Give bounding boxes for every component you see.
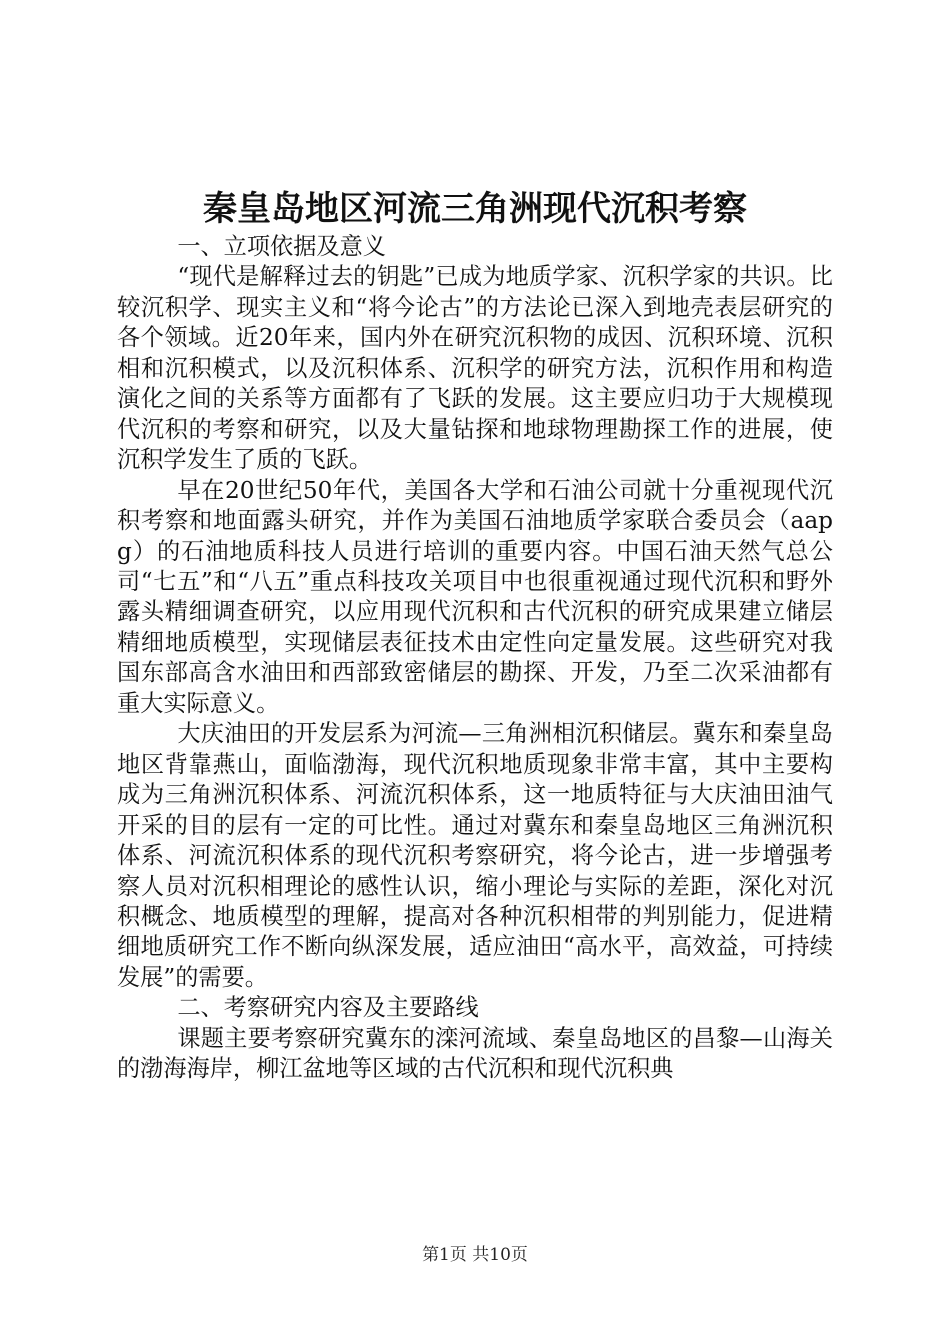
paragraph-4: 课题主要考察研究冀东的滦河流域、秦皇岛地区的昌黎—山海关的渤海海岸，柳江盆地等区域的古代沉积和现代沉积典 — [117, 1024, 833, 1083]
document-title: 秦皇岛地区河流三角洲现代沉积考察 — [203, 189, 747, 229]
paragraph-1: “现代是解释过去的钥匙”已成为地质学家、沉积学家的共识。比较沉积学、现实主义和“将今论古”的方法论已深入到地壳表层研究的各个领域。近20年来，国内外在研究沉积物的成因、沉积环境、沉积相和沉积模式，以及沉积体系、沉积学的研究方法，沉积作用和构造演化之间的关系等方面都有了飞跃的发展。这主要应归功于大规模现代沉积的考察和研究，以及大量钻探和地球物理勘探工作的进展，使沉积学发生了质的飞跃。 — [117, 263, 833, 474]
paragraph-2: 早在20世纪50年代，美国各大学和石油公司就十分重视现代沉积考察和地面露头研究，并作为美国石油地质学家联合委员会（aapg）的石油地质科技人员进行培训的重要内容。中国石油天然气总公司“七五”和“八五”重点科技攻关项目中也很重视通过现代沉积和野外露头精细调查研究，以应用现代沉积和古代沉积的研究成果建立储层精细地质模型，实现储层表征技术由定性向定量发展。这些研究对我国东部高含水油田和西部致密储层的勘探、开发，乃至二次采油都有重大实际意义。 — [117, 476, 833, 717]
document-body — [117, 232, 833, 1085]
page-number-footer: 第1页 共10页 — [422, 1245, 528, 1265]
section-heading-2: 二、考察研究内容及主要路线 — [177, 994, 479, 1022]
paragraph-3: 大庆油田的开发层系为河流—三角洲相沉积储层。冀东和秦皇岛地区背靠燕山，面临渤海，现代沉积地质现象非常丰富，其中主要构成为三角洲沉积体系、河流沉积体系，这一地质特征与大庆油田油气开采的目的层有一定的可比性。通过对冀东和秦皇岛地区三角洲沉积体系、河流沉积体系的现代沉积考察研究，将今论古，进一步增强考察人员对沉积相理论的感性认识，缩小理论与实际的差距，深化对沉积概念、地质模型的理解，提高对各种沉积相带的判别能力，促进精细地质研究工作不断向纵深发展，适应油田“高水平，高效益，可持续发展”的需要。 — [117, 720, 833, 991]
section-heading-1: 一、立项依据及意义 — [177, 233, 386, 260]
